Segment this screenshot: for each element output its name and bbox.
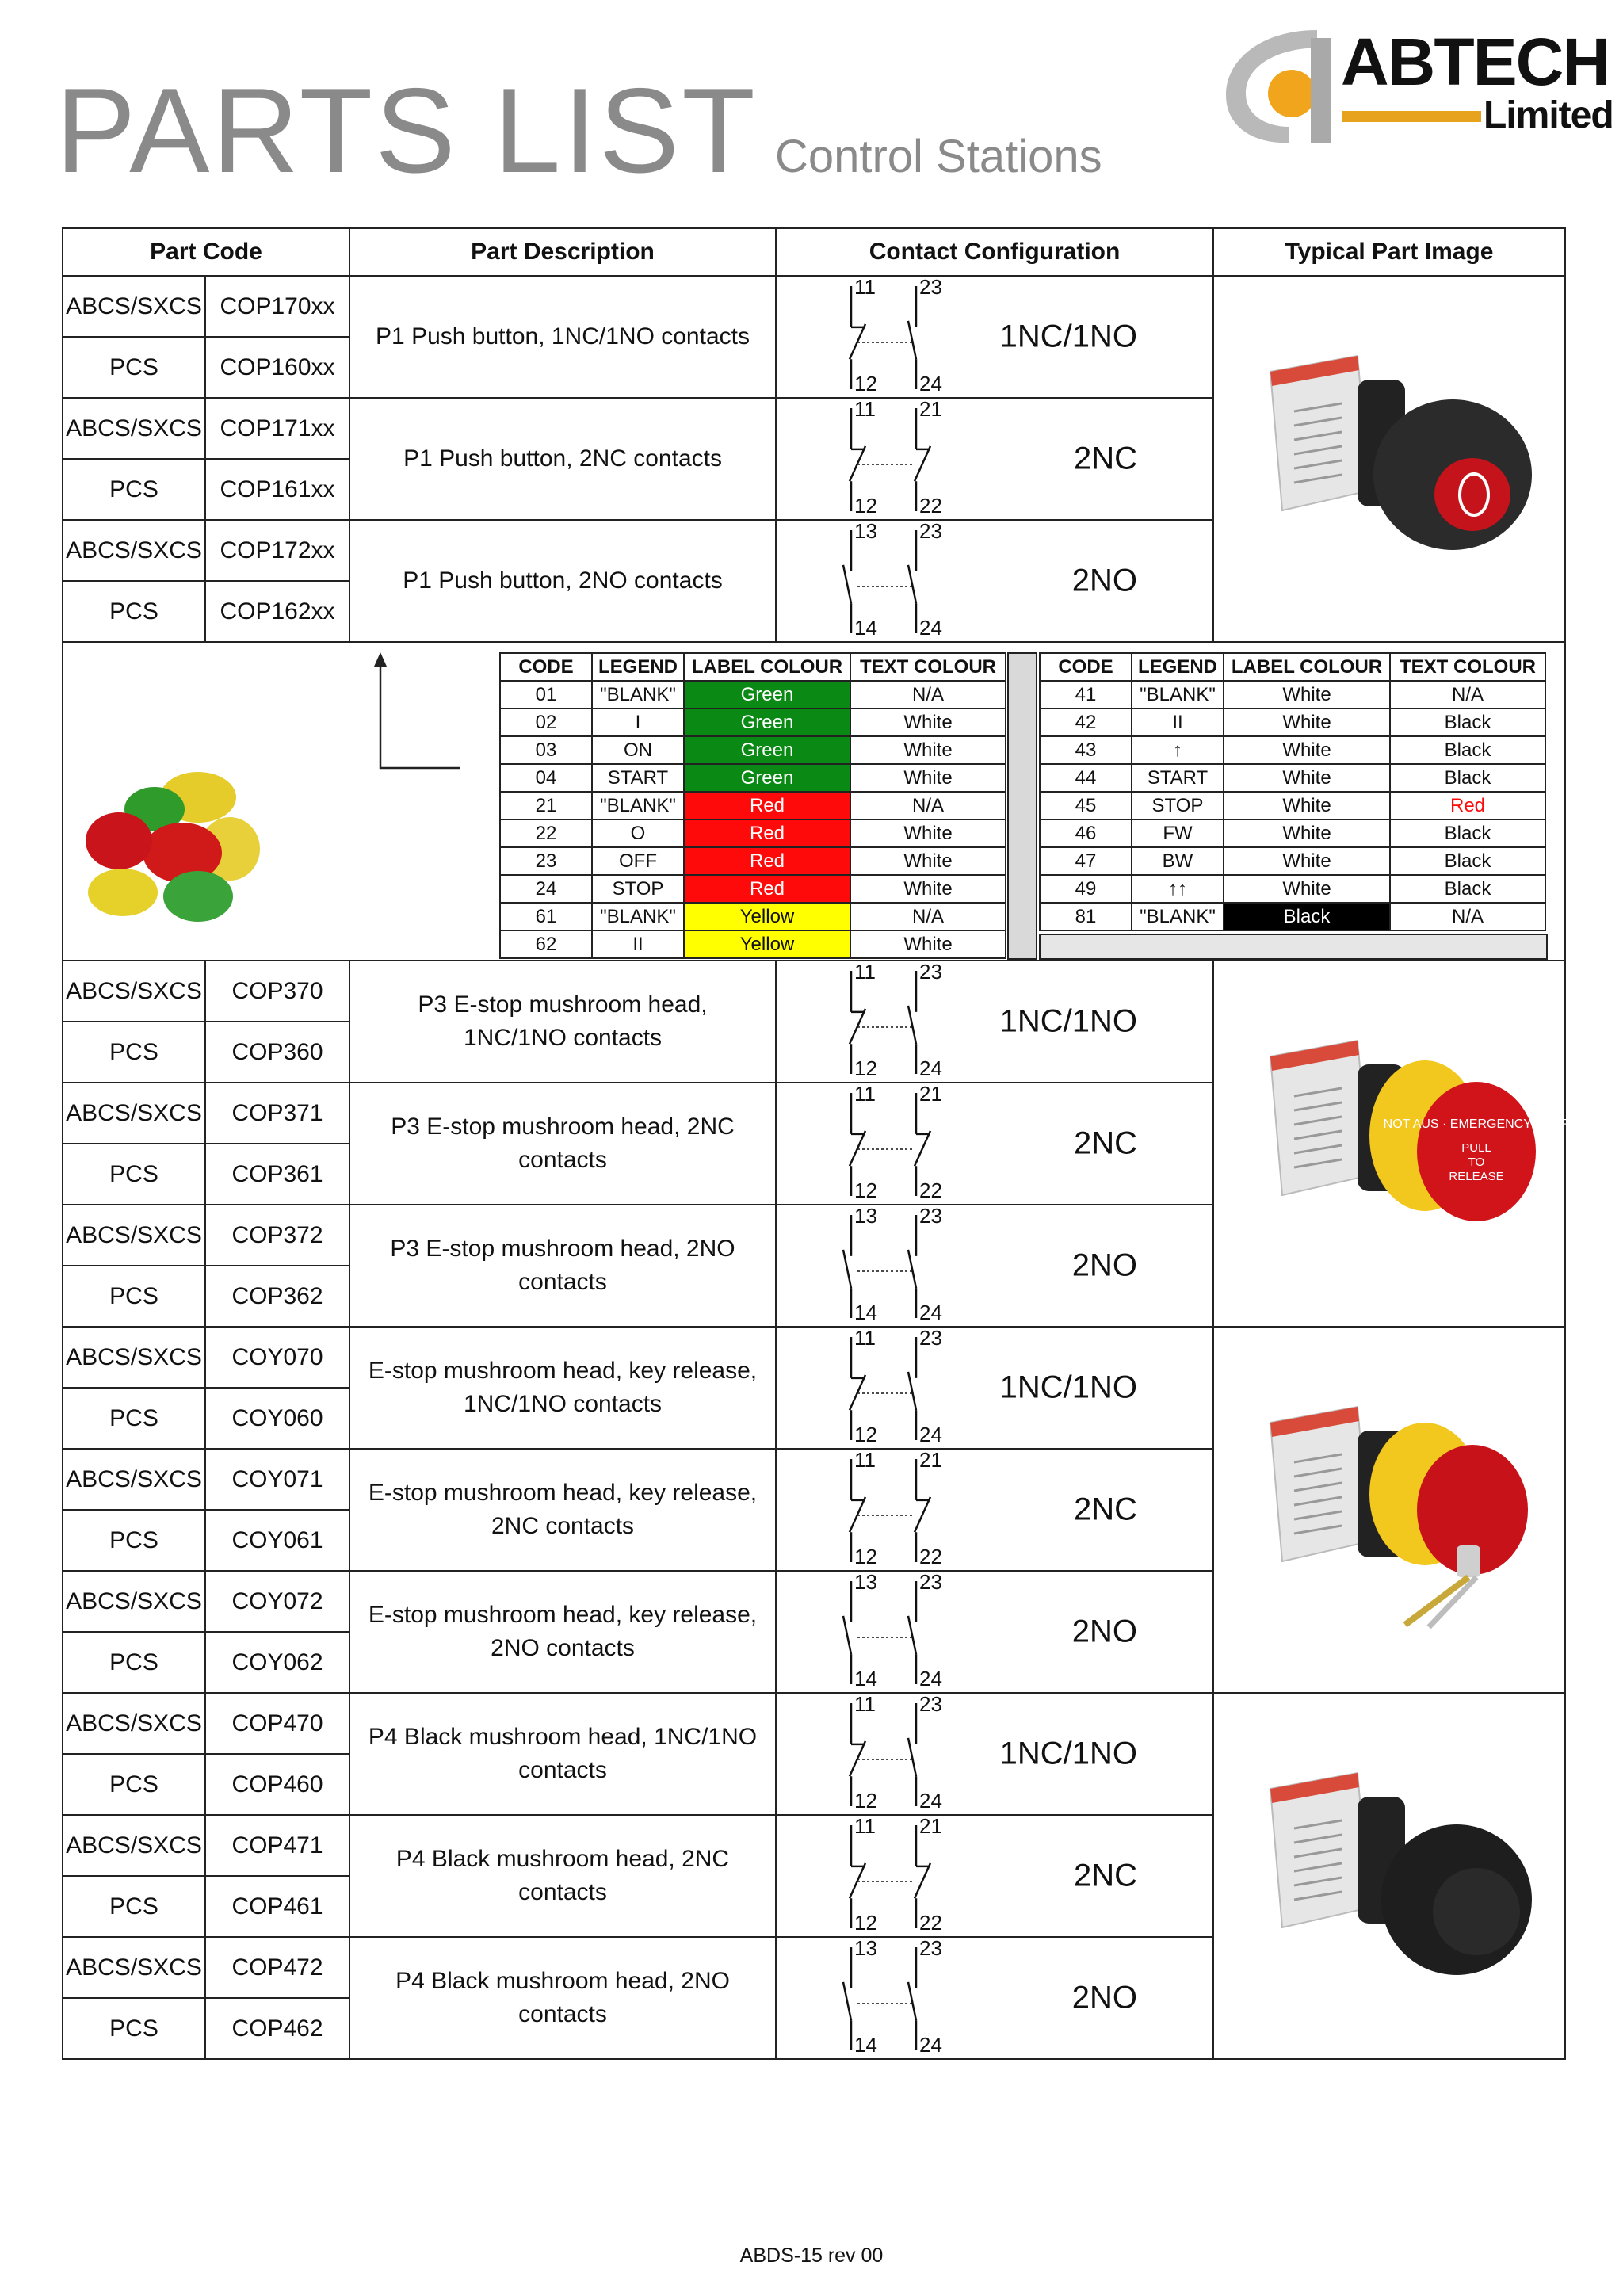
contact-symbol-icon — [843, 1083, 1002, 1204]
code-cell: 44 — [1040, 764, 1132, 792]
legend-cell: I — [592, 709, 684, 736]
code-cell: 22 — [500, 819, 592, 847]
text-colour-cell: Black — [1390, 709, 1545, 736]
text-colour-cell: White — [850, 930, 1006, 958]
typical-part-image-cell — [1213, 961, 1570, 1327]
label-colour-cell: White — [1224, 681, 1390, 709]
terminal-label: 13 — [854, 519, 877, 543]
label-colour-cell: Green — [684, 681, 850, 709]
label-colour-cell: Red — [684, 875, 850, 903]
label-colour-cell: White — [1224, 875, 1390, 903]
terminal-label: 23 — [919, 519, 942, 543]
range-cell: ABCS/SXCS — [63, 1571, 205, 1632]
pull-to-release-label: RELEASE — [1449, 1170, 1504, 1183]
contact-configuration-cell — [776, 1815, 1213, 1937]
header-typical-part-image: Typical Part Image — [1213, 228, 1565, 276]
label-colour-cell: Red — [684, 847, 850, 875]
range-cell: ABCS/SXCS — [63, 1083, 205, 1144]
terminal-label: 14 — [854, 2033, 877, 2057]
contact-configuration-cell — [776, 1083, 1213, 1205]
label-colour-cell: Black — [1224, 903, 1390, 930]
contact-symbol-icon — [843, 1328, 1002, 1448]
range-cell: ABCS/SXCS — [63, 1693, 205, 1754]
logo-word-abtech: ABTECH — [1341, 25, 1609, 99]
terminal-label: 12 — [854, 494, 877, 518]
part-code-cell: COY072 — [205, 1571, 349, 1632]
colour-code-row — [500, 875, 1006, 903]
part-description-cell: P1 Push button, 2NO contacts — [349, 520, 776, 642]
range-cell: ABCS/SXCS — [63, 520, 205, 581]
legend-cell: "BLANK" — [592, 903, 684, 930]
label-colour-cell: White — [1224, 709, 1390, 736]
colour-code-row — [1040, 847, 1545, 875]
code-cell: 01 — [500, 681, 592, 709]
part-row — [63, 1327, 1565, 1388]
terminal-label: 22 — [919, 1911, 942, 1935]
logo-word-limited: Limited — [1484, 94, 1613, 136]
text-colour-cell: Black — [1390, 875, 1545, 903]
part-description-cell: E-stop mushroom head, key release, 2NC contacts — [349, 1449, 776, 1571]
label-colour-cell: White — [1224, 764, 1390, 792]
code-cell: 43 — [1040, 736, 1132, 764]
colour-code-row — [1040, 709, 1545, 736]
pull-to-release-label: TO — [1468, 1156, 1485, 1169]
terminal-label: 24 — [919, 372, 942, 395]
range-cell: PCS — [63, 1754, 205, 1815]
range-cell: PCS — [63, 459, 205, 520]
code-cell: 04 — [500, 764, 592, 792]
part-code-cell: COP160xx — [205, 337, 349, 398]
colour-code-table-left — [499, 652, 1006, 959]
range-cell: PCS — [63, 1266, 205, 1327]
contact-type-label: 2NO — [1071, 563, 1138, 598]
terminal-label: 11 — [854, 275, 876, 299]
terminal-label: 21 — [919, 1448, 942, 1472]
range-cell: PCS — [63, 1388, 205, 1449]
contact-type-label: 2NC — [1073, 1858, 1138, 1893]
product-image-icon — [1239, 1009, 1570, 1278]
contact-configuration-cell — [776, 520, 1213, 642]
contact-configuration-cell — [776, 1327, 1213, 1449]
contact-symbol-icon — [843, 1450, 1002, 1570]
text-colour-cell: Black — [1390, 819, 1545, 847]
label-colour-cell: White — [1224, 847, 1390, 875]
text-colour-cell: N/A — [850, 681, 1006, 709]
part-row — [63, 276, 1565, 337]
legend-cell: O — [592, 819, 684, 847]
text-colour-cell: White — [850, 736, 1006, 764]
terminal-label: 24 — [919, 1667, 942, 1690]
contact-symbol-icon — [843, 1816, 1002, 1936]
page-title — [55, 62, 1102, 201]
colour-code-header — [500, 653, 1006, 681]
contact-type-label: 2NO — [1071, 1980, 1138, 2015]
contact-symbol-icon — [843, 1205, 1002, 1326]
text-colour-cell: White — [850, 709, 1006, 736]
label-colour-cell: Yellow — [684, 903, 850, 930]
part-description-cell: P4 Black mushroom head, 2NC contacts — [349, 1815, 776, 1937]
part-code-cell: COP471 — [205, 1815, 349, 1876]
colour-code-header-cell: LEGEND — [1132, 653, 1224, 681]
colour-code-header-cell: TEXT COLOUR — [1390, 653, 1545, 681]
code-cell: 21 — [500, 792, 592, 819]
contact-configuration-cell — [776, 1205, 1213, 1327]
terminal-label: 11 — [854, 1326, 876, 1350]
range-cell: ABCS/SXCS — [63, 961, 205, 1022]
range-cell: PCS — [63, 1022, 205, 1083]
colour-code-header-cell: LABEL COLOUR — [684, 653, 850, 681]
legend-cell: START — [1132, 764, 1224, 792]
contact-type-label: 2NO — [1071, 1614, 1138, 1649]
colour-code-row — [500, 681, 1006, 709]
colour-code-row — [500, 709, 1006, 736]
label-colour-cell: Green — [684, 709, 850, 736]
contact-configuration-cell — [776, 398, 1213, 520]
label-colour-cell: Red — [684, 792, 850, 819]
part-description-cell: P3 E-stop mushroom head, 1NC/1NO contacts — [349, 961, 776, 1083]
terminal-label: 11 — [854, 1448, 876, 1472]
subtitle-text: Control Stations — [774, 131, 1102, 182]
typical-part-image-cell — [1213, 1693, 1565, 2059]
colour-code-row — [1040, 736, 1545, 764]
part-code-cell: COP461 — [205, 1876, 349, 1937]
code-cell: 46 — [1040, 819, 1132, 847]
terminal-label: 11 — [854, 960, 876, 984]
part-code-cell: COP370 — [205, 961, 349, 1022]
terminal-label: 13 — [854, 1570, 877, 1594]
text-colour-cell: N/A — [1390, 681, 1545, 709]
terminal-label: 11 — [854, 397, 876, 421]
label-colour-cell: White — [1224, 736, 1390, 764]
part-description-cell: P4 Black mushroom head, 2NO contacts — [349, 1937, 776, 2059]
colour-code-row — [1040, 875, 1545, 903]
contact-configuration-cell — [776, 276, 1213, 398]
terminal-label: 21 — [919, 1814, 942, 1838]
label-colour-cell: Red — [684, 819, 850, 847]
emergency-stop-label: NOT AUS · EMERGENCY STOP — [1383, 1117, 1570, 1131]
part-description-cell: P3 E-stop mushroom head, 2NC contacts — [349, 1083, 776, 1205]
range-cell: ABCS/SXCS — [63, 1937, 205, 1998]
contact-type-label: 2NC — [1073, 441, 1138, 476]
part-row — [63, 961, 1565, 1022]
terminal-label: 13 — [854, 1936, 877, 1960]
legend-cell: ↑↑ — [1132, 875, 1224, 903]
colour-code-header-cell: LABEL COLOUR — [1224, 653, 1390, 681]
text-colour-cell: Black — [1390, 764, 1545, 792]
terminal-label: 13 — [854, 1204, 877, 1228]
colour-code-header-cell: LEGEND — [592, 653, 684, 681]
terminal-label: 14 — [854, 1301, 877, 1324]
legend-cell: "BLANK" — [592, 681, 684, 709]
colour-code-header-cell: CODE — [1040, 653, 1132, 681]
logo-emblem-icon — [1222, 24, 1341, 151]
code-cell: 61 — [500, 903, 592, 930]
part-code-cell: COP360 — [205, 1022, 349, 1083]
text-colour-cell: N/A — [850, 792, 1006, 819]
range-cell: ABCS/SXCS — [63, 1205, 205, 1266]
header-part-code: Part Code — [63, 228, 349, 276]
contact-type-label: 1NC/1NO — [999, 1370, 1138, 1405]
colour-code-section — [63, 642, 1565, 961]
terminal-label: 24 — [919, 2033, 942, 2057]
terminal-label: 12 — [854, 1179, 877, 1202]
contact-symbol-icon — [843, 1938, 1002, 2058]
label-colour-cell: White — [1224, 792, 1390, 819]
terminal-label: 12 — [854, 1911, 877, 1935]
range-cell: PCS — [63, 337, 205, 398]
legend-cell: ON — [592, 736, 684, 764]
part-code-cell: COY071 — [205, 1449, 349, 1510]
colour-code-header-cell: TEXT COLOUR — [850, 653, 1006, 681]
colour-code-row — [500, 819, 1006, 847]
code-cell: 23 — [500, 847, 592, 875]
range-cell: PCS — [63, 1144, 205, 1205]
typical-part-image-cell — [1213, 276, 1565, 642]
part-description-cell: P3 E-stop mushroom head, 2NO contacts — [349, 1205, 776, 1327]
colour-code-row — [1040, 792, 1545, 819]
terminal-label: 23 — [919, 1692, 942, 1716]
code-cell: 02 — [500, 709, 592, 736]
colour-code-row — [500, 792, 1006, 819]
company-logo — [1222, 24, 1613, 151]
part-code-cell: COP161xx — [205, 459, 349, 520]
header-contact-configuration: Contact Configuration — [776, 228, 1213, 276]
parts-table-header — [63, 228, 1565, 276]
colour-code-row — [1040, 681, 1545, 709]
colour-code-row — [1040, 764, 1545, 792]
contact-type-label: 2NC — [1073, 1492, 1138, 1527]
part-code-cell: COP362 — [205, 1266, 349, 1327]
part-description-cell: P1 Push button, 1NC/1NO contacts — [349, 276, 776, 398]
contact-symbol-icon — [843, 1694, 1002, 1814]
colour-code-row — [1040, 903, 1545, 930]
range-cell: ABCS/SXCS — [63, 1449, 205, 1510]
terminal-label: 24 — [919, 616, 942, 640]
part-code-cell: COP460 — [205, 1754, 349, 1815]
terminal-label: 11 — [854, 1692, 876, 1716]
contact-configuration-cell — [776, 1937, 1213, 2059]
terminal-label: 14 — [854, 616, 877, 640]
legend-cell: "BLANK" — [1132, 903, 1224, 930]
range-cell: PCS — [63, 581, 205, 642]
terminal-label: 11 — [854, 1814, 876, 1838]
part-code-cell: COP472 — [205, 1937, 349, 1998]
colour-code-row — [500, 930, 1006, 958]
colour-code-row — [500, 764, 1006, 792]
range-cell: PCS — [63, 1998, 205, 2059]
code-cell: 03 — [500, 736, 592, 764]
text-colour-cell: Black — [1390, 847, 1545, 875]
text-colour-cell: N/A — [1390, 903, 1545, 930]
colour-code-row — [500, 903, 1006, 930]
label-colour-cell: Green — [684, 736, 850, 764]
text-colour-cell: White — [850, 847, 1006, 875]
logo-bar — [1342, 111, 1481, 122]
part-description-cell: E-stop mushroom head, key release, 2NO contacts — [349, 1571, 776, 1693]
part-code-cell: COP470 — [205, 1693, 349, 1754]
code-cell: 47 — [1040, 847, 1132, 875]
contact-type-label: 1NC/1NO — [999, 1736, 1138, 1771]
code-cell: 81 — [1040, 903, 1132, 930]
terminal-label: 12 — [854, 1545, 877, 1568]
part-code-cell: COY060 — [205, 1388, 349, 1449]
terminal-label: 23 — [919, 1570, 942, 1594]
legend-cell: FW — [1132, 819, 1224, 847]
terminal-label: 24 — [919, 1423, 942, 1446]
title-text: PARTS LIST — [55, 63, 758, 198]
contact-symbol-icon — [843, 399, 1002, 519]
terminal-label: 24 — [919, 1789, 942, 1813]
part-row — [63, 1693, 1565, 1754]
colour-code-container — [63, 642, 1565, 961]
terminal-label: 24 — [919, 1056, 942, 1080]
terminal-label: 23 — [919, 1204, 942, 1228]
text-colour-cell: White — [850, 764, 1006, 792]
colour-code-empty-cell — [1039, 934, 1548, 960]
legend-cell: STOP — [592, 875, 684, 903]
terminal-label: 21 — [919, 1082, 942, 1106]
code-cell: 41 — [1040, 681, 1132, 709]
contact-type-label: 2NO — [1071, 1247, 1138, 1283]
colour-code-header-cell: CODE — [500, 653, 592, 681]
header-part-description: Part Description — [349, 228, 776, 276]
product-image-icon — [1239, 1741, 1540, 2011]
terminal-label: 14 — [854, 1667, 877, 1690]
part-code-cell: COP162xx — [205, 581, 349, 642]
part-code-cell: COP172xx — [205, 520, 349, 581]
terminal-label: 22 — [919, 1545, 942, 1568]
range-cell: PCS — [63, 1632, 205, 1693]
product-image-icon — [1239, 1375, 1540, 1645]
label-colour-cell: Green — [684, 764, 850, 792]
part-description-cell: P4 Black mushroom head, 1NC/1NO contacts — [349, 1693, 776, 1815]
label-colour-cell: Yellow — [684, 930, 850, 958]
terminal-label: 22 — [919, 494, 942, 518]
contact-configuration-cell — [776, 1693, 1213, 1815]
part-code-cell: COP170xx — [205, 276, 349, 337]
contact-type-label: 2NC — [1073, 1125, 1138, 1161]
part-description-cell: E-stop mushroom head, key release, 1NC/1NO contacts — [349, 1327, 776, 1449]
code-cell: 24 — [500, 875, 592, 903]
code-cell: 49 — [1040, 875, 1132, 903]
contact-symbol-icon — [843, 1572, 1002, 1692]
text-colour-cell: White — [850, 819, 1006, 847]
legend-cell: "BLANK" — [592, 792, 684, 819]
part-code-cell: COP361 — [205, 1144, 349, 1205]
terminal-label: 23 — [919, 275, 942, 299]
legend-cell: II — [1132, 709, 1224, 736]
terminal-label: 23 — [919, 960, 942, 984]
terminal-label: 23 — [919, 1326, 942, 1350]
part-code-cell: COP171xx — [205, 398, 349, 459]
colour-code-header — [1040, 653, 1545, 681]
contact-type-label: 1NC/1NO — [999, 319, 1138, 354]
part-description-cell: P1 Push button, 2NC contacts — [349, 398, 776, 520]
pull-to-release-label: PULL — [1461, 1141, 1491, 1155]
footer-doc-ref: ABDS-15 rev 00 — [739, 2244, 884, 2267]
colour-code-row — [1040, 819, 1545, 847]
legend-cell: BW — [1132, 847, 1224, 875]
terminal-label: 22 — [919, 1179, 942, 1202]
part-code-cell: COY062 — [205, 1632, 349, 1693]
range-cell: ABCS/SXCS — [63, 398, 205, 459]
terminal-label: 23 — [919, 1936, 942, 1960]
legend-cell: START — [592, 764, 684, 792]
range-cell: PCS — [63, 1876, 205, 1937]
code-cell: 62 — [500, 930, 592, 958]
product-image-icon — [1239, 324, 1540, 594]
text-colour-cell: N/A — [850, 903, 1006, 930]
contact-configuration-cell — [776, 1571, 1213, 1693]
terminal-label: 12 — [854, 1056, 877, 1080]
terminal-label: 12 — [854, 372, 877, 395]
legend-cell: ↑ — [1132, 736, 1224, 764]
text-colour-cell: Black — [1390, 736, 1545, 764]
label-colour-cell: White — [1224, 819, 1390, 847]
legend-caps-icon — [79, 762, 262, 936]
terminal-label: 24 — [919, 1301, 942, 1324]
pointer-arrow-icon — [293, 649, 468, 776]
legend-cell: OFF — [592, 847, 684, 875]
terminal-label: 12 — [854, 1789, 877, 1813]
colour-code-row — [500, 847, 1006, 875]
range-cell: ABCS/SXCS — [63, 1327, 205, 1388]
colour-code-spacer — [1007, 652, 1037, 960]
text-colour-cell: White — [850, 875, 1006, 903]
colour-code-row — [500, 736, 1006, 764]
terminal-label: 12 — [854, 1423, 877, 1446]
range-cell: ABCS/SXCS — [63, 1815, 205, 1876]
part-code-cell: COP371 — [205, 1083, 349, 1144]
terminal-label: 21 — [919, 397, 942, 421]
colour-code-panel — [63, 643, 1564, 960]
part-code-cell: COY070 — [205, 1327, 349, 1388]
contact-configuration-cell — [776, 961, 1213, 1083]
code-cell: 42 — [1040, 709, 1132, 736]
contact-symbol-icon — [843, 277, 1002, 397]
legend-cell: STOP — [1132, 792, 1224, 819]
range-cell: ABCS/SXCS — [63, 276, 205, 337]
code-cell: 45 — [1040, 792, 1132, 819]
part-code-cell: COP462 — [205, 1998, 349, 2059]
legend-cell: "BLANK" — [1132, 681, 1224, 709]
legend-cell: II — [592, 930, 684, 958]
contact-type-label: 1NC/1NO — [999, 1003, 1138, 1039]
contact-symbol-icon — [843, 521, 1002, 641]
contact-symbol-icon — [843, 961, 1002, 1082]
contact-configuration-cell — [776, 1449, 1213, 1571]
range-cell: PCS — [63, 1510, 205, 1571]
text-colour-cell: Red — [1390, 792, 1545, 819]
terminal-label: 11 — [854, 1082, 876, 1106]
colour-code-table-right — [1039, 652, 1546, 931]
part-code-cell: COY061 — [205, 1510, 349, 1571]
typical-part-image-cell — [1213, 1327, 1565, 1693]
parts-table — [62, 227, 1570, 2060]
part-code-cell: COP372 — [205, 1205, 349, 1266]
